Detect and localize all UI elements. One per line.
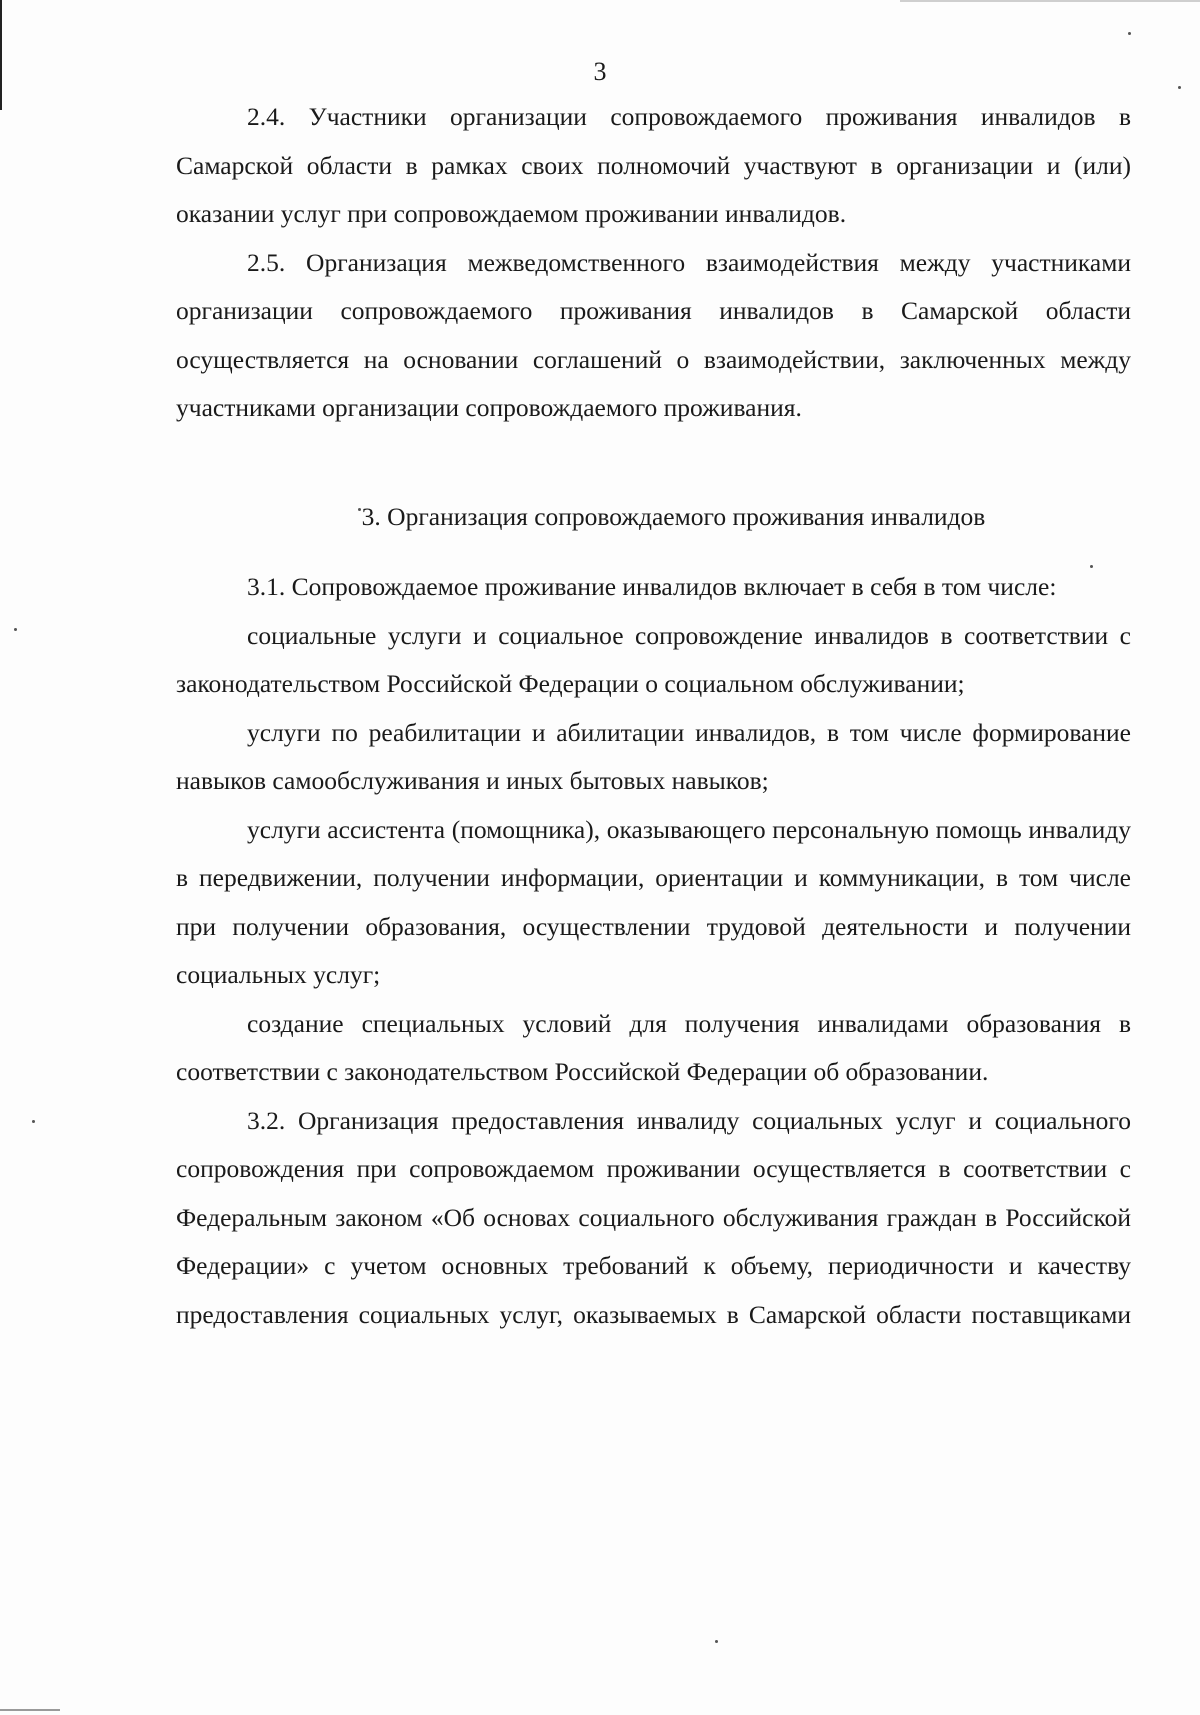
scan-edge-bottom [0, 1709, 60, 1711]
scan-speck [715, 1640, 718, 1643]
section-3-heading: 3. Организация сопровождаемого проживания инвалидов [361, 501, 986, 531]
scan-speck [32, 1120, 35, 1123]
paragraph-2-5: 2.5. Организация межведомственного взаимодействия между участниками организации сопровождаемого проживания инвалидов в Самарской области осуществляется на основании соглашений о взаимодействии, заключенных между участниками организации сопровождаемого проживания. [176, 247, 1131, 422]
list-item-education: создание специальных условий для получения инвалидами образования в соответствии с законодательством Российской Федерации об образовании. [176, 1008, 1131, 1086]
paragraph-2-4: 2.4. Участники организации сопровождаемого проживания инвалидов в Самарской области в рамках своих полномочий участвуют в организации и (или) оказании услуг при сопровождаемом проживании инвалидов. [176, 102, 1131, 228]
page-number: 3 [593, 57, 607, 86]
list-item-rehabilitation: услуги по реабилитации и абилитации инвалидов, в том числе формирование навыков самообслуживания и иных бытовых навыков; [176, 717, 1131, 795]
scan-speck [1128, 32, 1131, 35]
list-item-social-services: социальные услуги и социальное сопровождение инвалидов в соответствии с законодательством Российской Федерации о социальном обслуживании; [176, 620, 1131, 698]
paragraph-3-2: 3.2. Организация предоставления инвалиду социальных услуг и социального сопровождения при сопровождаемом проживании осуществляется в соответствии с Федеральным законом «Об основах социального обслуживания граждан в Российской Федерации» с учетом основных требований к объему, периодичности и качеству предоставления социальных услуг, оказываемых в Самарской области поставщиками [176, 1105, 1131, 1329]
paragraph-3-1: 3.1. Сопровождаемое проживание инвалидов включает в себя в том числе: [247, 572, 1057, 601]
scan-speck [14, 628, 17, 631]
scan-edge-top [900, 0, 1200, 2]
list-item-assistant: услуги ассистента (помощника), оказывающего персональную помощь инвалиду в передвижении, получении информации, ориентации и коммуникации, в том числе при получении образования, осуществлении трудовой деятельности и получении социальных услуг; [176, 814, 1131, 989]
document-body [176, 93, 1131, 1339]
